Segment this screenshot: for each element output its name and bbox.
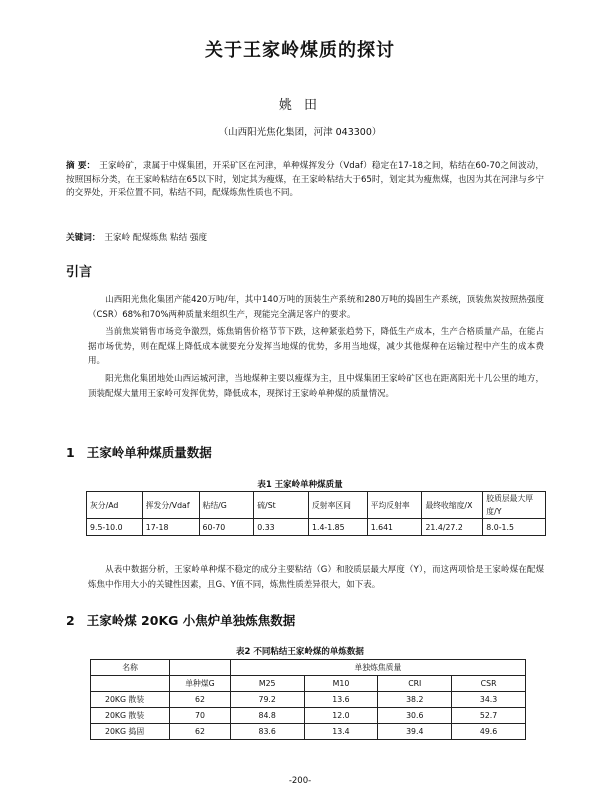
table-cell: 13.6 [304,692,378,708]
table-row [91,708,526,724]
table-2-caption: 表2 不同粘结王家岭煤的单炼数据 [236,647,364,657]
table-cell: 49.6 [452,724,526,740]
table-header-cell: M25 [230,676,304,692]
table-cell: 13.4 [304,724,378,740]
table-cell: 60-70 [199,519,254,536]
section-number: 1 [66,445,75,460]
table-header-row [91,660,526,676]
keywords [66,231,544,243]
section-title: 王家岭单种煤质量数据 [86,445,212,460]
intro-paragraph-1 [88,293,544,322]
table-header-cell [91,676,170,692]
table-cell: 21.4/27.2 [422,519,483,536]
keywords-text: 王家岭 配煤炼焦 粘结 强度 [104,233,208,243]
table-header-cell: 名称 [91,660,170,676]
table-header-row [91,676,526,692]
table-cell: 39.4 [378,724,452,740]
table-1 [86,491,546,536]
table-header-cell: 硫/St [254,492,309,519]
table-row [87,519,546,536]
table-cell: 12.0 [304,708,378,724]
table-cell: 83.6 [230,724,304,740]
table-row [91,724,526,740]
table-header-cell [170,660,231,676]
paper-title: 关于王家岭煤质的探讨 [205,40,395,61]
section-number: 2 [66,613,75,628]
table-cell: 70 [170,708,231,724]
table-cell: 20KG 散装 [91,708,170,724]
table-header-cell: 灰分/Ad [87,492,143,519]
table-cell: 1.641 [367,519,422,536]
intro-paragraph-text: 山西阳光焦化集团产能420万吨/年，其中140万吨的顶装生产系统和280万吨的捣固生产系统，顶装焦炭按照热强度（CSR）68%和70%两种质量来组织生产，现能完全满足客户的要求。 [88,295,544,320]
table-cell: 0.33 [254,519,309,536]
table-header-row [87,492,546,519]
table-cell: 20KG 捣固 [91,724,170,740]
table-cell: 62 [170,692,231,708]
intro-paragraph-text: 阳光焦化集团地处山西运城河津，当地煤种主要以瘦煤为主，且中煤集团王家岭矿区也在距离阳光十几公里的地方，顶装配煤大量用王家岭可发挥优势，降低成本，现探讨王家岭单种煤的质量情况。 [88,374,544,399]
table-header-cell: 挥发分/Vdaf [142,492,199,519]
author-name: 姚 田 [278,98,322,113]
abstract-text: 王家岭矿，隶属于中煤集团，开采矿区在河津，单种煤挥发分（Vdaf）稳定在17-18之间，粘结在60-70之间波动，按照国标分类，在王家岭粘结在65以下时，划定其为瘦煤，在王家岭粘结大于65时，划定其为瘦焦煤，也因为其在河津与乡宁的交界处，开采位置不同，粘结不同，配煤炼焦性质也不同。 [66,161,544,198]
table-header-cell: 单独炼焦质量 [230,660,525,676]
table-header-cell: CRI [378,676,452,692]
table-2 [90,659,526,740]
intro-heading: 引言 [66,265,93,280]
table-header-cell: 粘结/G [199,492,254,519]
table-1-caption: 表1 王家岭单种煤质量 [257,480,343,490]
table-row [91,692,526,708]
table-cell: 79.2 [230,692,304,708]
section-1-heading [66,443,212,461]
table-header-cell: 单种煤G [170,676,231,692]
table-cell: 52.7 [452,708,526,724]
table-header-cell: M10 [304,676,378,692]
table-cell: 30.6 [378,708,452,724]
abstract-label: 摘 要： [66,161,96,171]
table-header-cell: 反射率区间 [309,492,368,519]
section-2-heading [66,611,295,629]
table-cell: 84.8 [230,708,304,724]
table-cell: 62 [170,724,231,740]
page-number: -200- [288,776,312,786]
table-cell: 8.0-1.5 [483,519,546,536]
table-cell: 17-18 [142,519,199,536]
abstract [66,160,544,201]
keywords-label: 关键词： [66,233,101,243]
section-1-paragraph [88,563,544,592]
paragraph-text: 从表中数据分析，王家岭单种煤不稳定的成分主要粘结（G）和胶质层最大厚度（Y），而这两项恰是王家岭煤在配煤炼焦中作用大小的关键性因素，且G、Y值不同，炼焦性质差异很大，如下表。 [88,565,544,590]
intro-paragraph-text: 当前焦炭销售市场竞争激烈，炼焦销售价格节节下跌，这种紧张趋势下，降低生产成本，生产合格质量产品，在能占据市场优势，则在配煤上降低成本就要充分发挥当地煤的优势，多用当地煤，减少其他煤种在运输过程中产生的成本费用。 [88,327,544,366]
section-title: 王家岭煤 20KG 小焦炉单独炼焦数据 [86,613,296,628]
table-header-cell: 胶质层最大厚度/Y [483,492,546,519]
table-cell: 20KG 散装 [91,692,170,708]
author-affiliation: （山西阳光焦化集团，河津 043300） [218,127,382,138]
table-header-cell: CSR [452,676,526,692]
table-cell: 9.5-10.0 [87,519,143,536]
table-header-cell: 平均反射率 [367,492,422,519]
table-cell: 1.4-1.85 [309,519,368,536]
table-cell: 38.2 [378,692,452,708]
table-cell: 34.3 [452,692,526,708]
table-header-cell: 最终收缩度/X [422,492,483,519]
intro-paragraph-3 [88,372,544,401]
intro-paragraph-2 [88,325,544,369]
